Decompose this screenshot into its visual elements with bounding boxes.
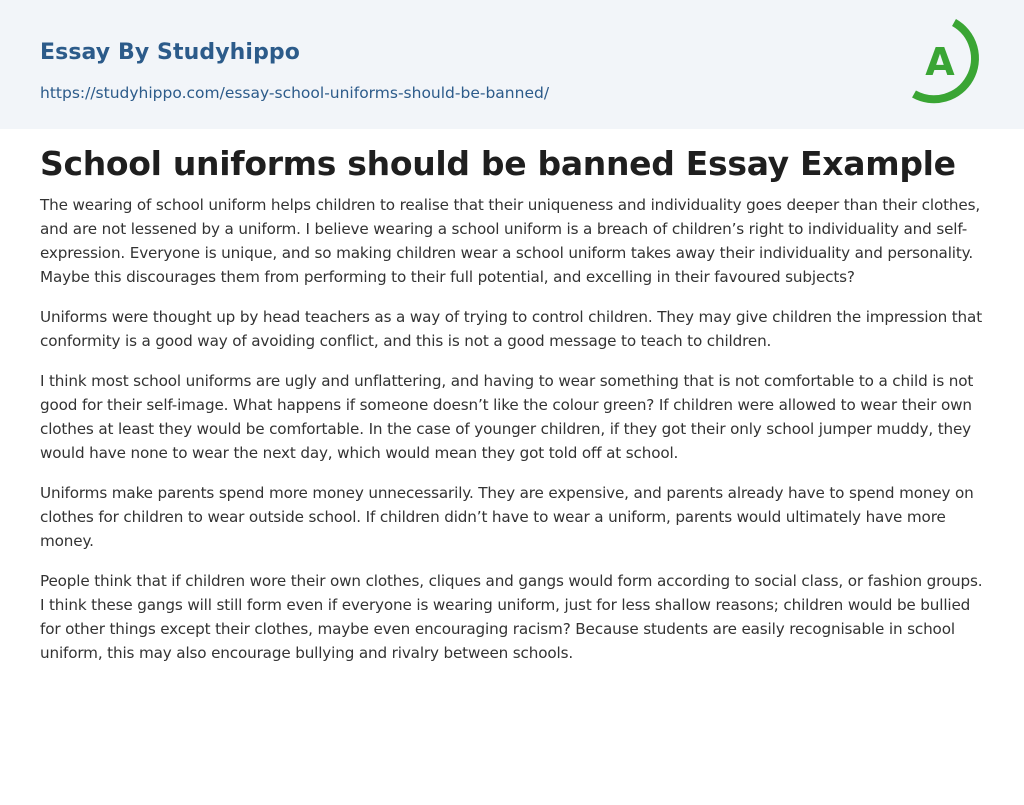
page-title: School uniforms should be banned Essay Example (40, 144, 956, 183)
site-header (0, 0, 1024, 129)
article-paragraph: I think most school uniforms are ugly and unflattering, and having to wear something that is not comfortable to a child is not good for their self-image. What happens if someone doesn’t like the colour green? If children were allowed to wear their own clothes at least they would be comfortable. In the case of younger children, if they got their only school jumper muddy, they would have none to wear the next day, which would mean they got told off at school. (40, 372, 974, 462)
article-paragraph: The wearing of school uniform helps children to realise that their uniqueness and individuality goes deeper than their clothes, and are not lessened by a uniform. I believe wearing a school uniform is a breach of children’s right to individuality and self-expression. Everyone is unique, and so making children wear a school uniform takes away their individuality and personality. Maybe this discourages them from performing to their full potential, and excelling in their favoured subjects? (40, 196, 981, 286)
site-brand[interactable]: Essay By Studyhippo (40, 40, 300, 65)
article-paragraph: Uniforms make parents spend more money unnecessarily. They are expensive, and parents already have to spend money on clothes for children to wear outside school. If children didn’t have to wear a uniform, parents would ultimately have more money. (40, 484, 974, 550)
article (40, 146, 984, 681)
article-paragraph: People think that if children wore their own clothes, cliques and gangs would form according to social class, or fashion groups. I think these gangs will still form even if everyone is wearing uniform, just for less shallow reasons; children would be bullied for other things except their clothes, maybe even encouraging racism? Because students are easily recognisable in school uniform, this may also encourage bullying and rivalry between schools. (40, 572, 983, 662)
studyhippo-logo-icon[interactable] (898, 17, 988, 107)
source-url-link[interactable]: https://studyhippo.com/essay-school-uniforms-should-be-banned/ (40, 84, 550, 102)
article-paragraph: Uniforms were thought up by head teachers as a way of trying to control children. They may give children the impression that conformity is a good way of avoiding conflict, and this is not a good message to teach to children. (40, 308, 982, 350)
logo-letter: A (925, 40, 955, 84)
